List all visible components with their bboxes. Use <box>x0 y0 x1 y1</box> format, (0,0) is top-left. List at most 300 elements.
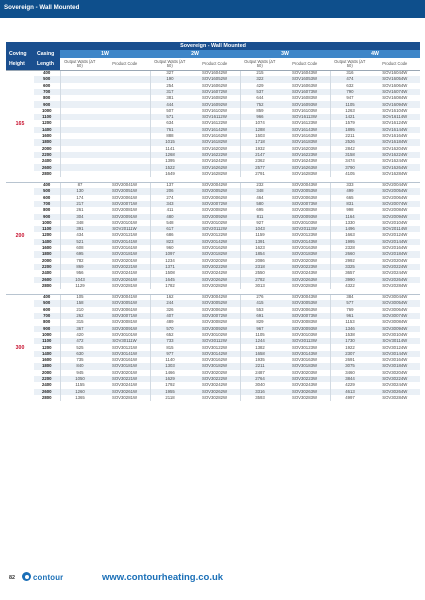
output-watts-cell: 316 <box>330 70 370 76</box>
product-code-cell: SOV20281W <box>111 282 138 288</box>
output-watts-cell: 384 <box>330 294 370 300</box>
product-code-cell: SOV20042W <box>190 182 241 188</box>
output-watts-cell: 1015 <box>150 139 190 145</box>
output-watts-cell: 695 <box>240 207 280 213</box>
length-value: 1200 <box>34 232 60 238</box>
output-watts-cell: 215 <box>240 70 280 76</box>
product-code-cell: SOV20111W <box>100 226 151 232</box>
page-header-bar <box>0 0 425 18</box>
product-code-cell: SOV30184W <box>370 363 421 369</box>
product-code-cell: SOV20283W <box>291 282 318 288</box>
output-watts-cell: 1522 <box>150 164 190 170</box>
product-code-cell: SOV20071W <box>100 201 151 207</box>
output-watts-cell: 206 <box>150 188 190 194</box>
product-code-cell: SOV30044W <box>370 294 421 300</box>
length-value: 2600 <box>34 277 60 283</box>
product-code-cell: SOV30203W <box>291 369 318 375</box>
output-watts-cell: 262 <box>60 313 100 319</box>
output-watts-cell: 1330 <box>330 220 370 226</box>
output-watts-cell: 105 <box>60 294 100 300</box>
product-code-cell: SOV20094W <box>370 214 421 220</box>
output-watts-cell: 977 <box>150 351 190 357</box>
output-watts-cell: 1854 <box>240 251 280 257</box>
output-watts-cell: 967 <box>240 326 280 332</box>
output-watts-cell: 1792 <box>150 382 190 388</box>
product-code-cell: SOV16063W <box>291 82 318 88</box>
output-watts-cell: 1141 <box>150 146 190 152</box>
output-watts-cell: 367 <box>60 326 100 332</box>
output-watts-cell: 2318 <box>240 264 280 270</box>
output-watts-cell: 3474 <box>330 158 370 164</box>
output-watts-cell: 415 <box>240 300 280 306</box>
output-watts-cell: 2782 <box>240 277 280 283</box>
length-value: 800 <box>34 95 60 101</box>
product-code-cell: SOV30071W <box>100 313 151 319</box>
product-code-cell: SOV20081W <box>111 207 138 213</box>
output-watts-cell: 2211 <box>240 363 280 369</box>
output-watts-cell: 1263 <box>330 108 370 114</box>
output-watts-cell: 577 <box>330 300 370 306</box>
product-code-cell: SOV20083W <box>291 207 318 213</box>
output-watts-cell: 261 <box>60 207 100 213</box>
output-watts-cell: 444 <box>150 101 190 107</box>
product-code-cell: SOV30241W <box>111 382 138 388</box>
length-value: 900 <box>34 101 60 107</box>
product-code-cell: SOV20182W <box>190 251 241 257</box>
output-watts-cell: 630 <box>60 351 100 357</box>
output-watts-cell: 3013 <box>240 283 280 289</box>
output-watts-cell: 4613 <box>330 389 370 395</box>
product-code-cell: SOV30281W <box>111 394 138 400</box>
product-code-cell: SOV30242W <box>201 382 228 388</box>
output-watts-cell: 782 <box>60 258 100 264</box>
output-watts-cell: 244 <box>150 300 190 306</box>
output-watts-cell: 1955 <box>150 389 190 395</box>
series-header-3w: 3W <box>240 50 330 58</box>
product-code-cell: SOV20141W <box>100 239 151 245</box>
product-code-cell: SOV30041W <box>100 294 151 300</box>
output-watts-cell: 1346 <box>330 326 370 332</box>
output-watts-cell: 521 <box>60 239 100 245</box>
product-code-cell: SOV30054W <box>370 300 421 306</box>
product-code-cell: SOV20224W <box>370 264 421 270</box>
output-watts-cell: 304 <box>60 214 100 220</box>
product-code-cell: SOV16083W <box>291 95 318 101</box>
length-value: 700 <box>34 89 60 95</box>
output-watts-cell: 840 <box>60 363 100 369</box>
length-value: 2600 <box>34 389 60 395</box>
product-code-cell: SOV16123W <box>291 120 318 126</box>
product-code-cell: SOV20181W <box>100 251 151 257</box>
output-watts-cell: 407 <box>150 313 190 319</box>
output-watts-cell: 735 <box>60 357 100 363</box>
product-code-cell: SOV30062W <box>201 306 228 312</box>
output-watts-cell: 420 <box>60 332 100 338</box>
output-watts-cell: 1140 <box>150 357 190 363</box>
product-code-cell: SOV16163W <box>291 133 318 139</box>
output-watts-cell: 1260 <box>60 389 100 395</box>
length-value: 2400 <box>34 158 60 164</box>
product-code-cell: SOV20062W <box>201 194 228 200</box>
output-watts-cell: 3593 <box>240 395 280 401</box>
product-code-cell: SOV30113W <box>280 338 331 344</box>
length-value: 1400 <box>34 239 60 245</box>
output-watts-cell: 1645 <box>150 277 190 283</box>
length-value: 1100 <box>34 338 60 344</box>
output-watts-cell: 1244 <box>240 338 280 344</box>
output-header: Output Watts (∆T 50) <box>150 58 190 70</box>
product-code-cell: SOV16223W <box>280 152 331 158</box>
output-watts-cell: 507 <box>150 108 190 114</box>
output-watts-cell: 1649 <box>150 171 190 177</box>
length-value: 1200 <box>34 344 60 350</box>
product-code-cell: SOV30282W <box>201 394 228 400</box>
product-code-cell: SOV16164W <box>382 133 408 139</box>
output-watts-cell: 2487 <box>240 370 280 376</box>
length-value: 1100 <box>34 226 60 232</box>
output-watts-cell: 2764 <box>240 376 280 382</box>
output-header: Output Watts (∆T 50) <box>240 58 280 70</box>
product-code-cell: SOV20074W <box>370 201 421 207</box>
code-header: Product Code <box>370 58 421 70</box>
length-value: 900 <box>34 326 60 332</box>
product-code-cell: SOV30181W <box>100 363 151 369</box>
product-code-cell: SOV30043W <box>280 294 331 300</box>
product-code-cell: SOV30052W <box>190 300 241 306</box>
output-watts-cell: 411 <box>150 207 190 213</box>
product-code-cell: SOV30143W <box>280 351 331 357</box>
product-code-cell: SOV16144W <box>370 127 421 133</box>
length-value: 1800 <box>34 363 60 369</box>
product-code-cell: SOV16143W <box>280 127 331 133</box>
output-watts-cell: 829 <box>240 319 280 325</box>
table-row <box>6 395 420 401</box>
product-code-cell: SOV16183W <box>280 139 331 145</box>
output-watts-cell: 158 <box>60 300 100 306</box>
product-code-cell: SOV16182W <box>190 139 241 145</box>
length-value: 1800 <box>34 251 60 257</box>
output-watts-cell: 1935 <box>240 357 280 363</box>
product-code-cell: SOV20282W <box>201 282 228 288</box>
output-watts-cell: 2118 <box>150 395 190 401</box>
output-watts-cell: 1371 <box>150 264 190 270</box>
product-code-cell: SOV16184W <box>370 139 421 145</box>
output-watts-cell: 274 <box>150 195 190 201</box>
product-code-cell: SOV30164W <box>382 357 408 363</box>
output-watts-cell: 276 <box>240 294 280 300</box>
output-watts-cell: 1730 <box>330 338 370 344</box>
length-value: 400 <box>34 294 60 300</box>
output-watts-cell: 1629 <box>150 376 190 382</box>
output-watts-cell: 1050 <box>60 376 100 382</box>
product-code-cell: SOV16114W <box>370 114 421 120</box>
product-code-cell: SOV20121W <box>111 232 138 238</box>
output-watts-cell: 580 <box>240 201 280 207</box>
product-code-cell: SOV16064W <box>382 82 408 88</box>
product-code-cell: SOV16054W <box>370 76 421 82</box>
product-code-cell: SOV20163W <box>291 245 318 251</box>
output-watts-cell: 608 <box>60 245 100 251</box>
code-header: Product Code <box>280 58 331 70</box>
product-code-cell: SOV16104W <box>382 107 408 113</box>
length-value: 1600 <box>34 133 60 139</box>
output-watts-cell: 525 <box>60 344 100 350</box>
product-code-cell: SOV30244W <box>382 382 408 388</box>
length-label: Length <box>34 58 60 70</box>
output-watts-cell: 322 <box>240 76 280 82</box>
product-code-cell: SOV16284W <box>382 170 408 176</box>
product-code-cell: SOV16162W <box>201 133 228 139</box>
output-watts-cell: 752 <box>240 101 280 107</box>
output-watts-cell: 254 <box>150 83 190 89</box>
output-watts-cell: 480 <box>150 214 190 220</box>
product-code-cell: SOV20243W <box>291 270 318 276</box>
output-watts-cell: 3325 <box>330 264 370 270</box>
output-watts-cell: 1995 <box>330 239 370 245</box>
product-code-cell: SOV30063W <box>291 306 318 312</box>
output-watts-cell: 2660 <box>330 251 370 257</box>
output-watts-cell: 1164 <box>330 214 370 220</box>
product-code-cell: SOV30262W <box>190 389 241 395</box>
product-code-cell: SOV30122W <box>201 344 228 350</box>
output-watts-cell: 489 <box>150 319 190 325</box>
output-watts-cell: 1579 <box>330 120 370 126</box>
product-code-cell: SOV16084W <box>382 95 408 101</box>
product-code-cell: SOV16093W <box>280 101 331 107</box>
product-code-cell: SOV20261W <box>100 277 151 283</box>
code-header: Product Code <box>190 58 241 70</box>
output-watts-cell: 998 <box>330 207 370 213</box>
product-code-cell: SOV16102W <box>201 107 228 113</box>
product-code-cell: SOV20164W <box>382 245 408 251</box>
height-label: Height <box>6 58 34 70</box>
output-watts-cell: 2691 <box>330 357 370 363</box>
output-watts-cell: 2842 <box>330 146 370 152</box>
output-watts-cell: 1421 <box>330 114 370 120</box>
product-code-cell: SOV16074W <box>370 89 421 95</box>
length-value: 600 <box>34 195 60 201</box>
output-watts-cell: 769 <box>330 307 370 313</box>
output-watts-cell: 1538 <box>330 332 370 338</box>
product-code-cell: SOV16092W <box>190 101 241 107</box>
product-code-cell: SOV16242W <box>201 158 228 164</box>
product-code-cell: SOV16113W <box>280 114 331 120</box>
product-code-cell: SOV20113W <box>280 226 331 232</box>
product-code-cell: SOV30161W <box>111 357 138 363</box>
product-code-cell: SOV20114W <box>370 226 421 232</box>
product-code-cell: SOV20222W <box>190 264 241 270</box>
output-watts-cell: 3790 <box>330 164 370 170</box>
length-value: 2800 <box>34 283 60 289</box>
output-watts-cell: 1097 <box>150 251 190 257</box>
output-watts-cell: 1043 <box>240 226 280 232</box>
product-code-cell: SOV20044W <box>370 182 421 188</box>
product-code-cell: SOV16243W <box>291 158 318 164</box>
product-code-cell: SOV16282W <box>201 170 228 176</box>
product-code-cell: SOV30112W <box>190 338 241 344</box>
output-watts-cell: 960 <box>150 245 190 251</box>
output-watts-cell: 2577 <box>240 164 280 170</box>
product-code-cell: SOV20064W <box>382 194 408 200</box>
output-watts-cell: 1365 <box>60 395 100 401</box>
product-code-cell: SOV30284W <box>382 394 408 400</box>
output-watts-cell: 1074 <box>240 120 280 126</box>
length-value: 2600 <box>34 164 60 170</box>
product-code-cell: SOV30263W <box>280 389 331 395</box>
length-value: 1400 <box>34 127 60 133</box>
output-watts-cell: 947 <box>330 95 370 101</box>
product-code-cell: SOV20051W <box>100 188 151 194</box>
output-watts-cell: 1268 <box>150 152 190 158</box>
product-code-cell: SOV30081W <box>111 319 138 325</box>
product-code-cell: SOV16244W <box>382 158 408 164</box>
output-watts-cell: 1391 <box>240 239 280 245</box>
code-header: Product Code <box>100 58 151 70</box>
output-watts-cell: 429 <box>240 83 280 89</box>
output-watts-cell: 343 <box>150 201 190 207</box>
product-code-cell: SOV30223W <box>280 376 331 382</box>
length-value: 1800 <box>34 139 60 145</box>
product-code-cell: SOV30221W <box>100 376 151 382</box>
output-watts-cell: 665 <box>330 195 370 201</box>
product-code-cell: SOV30141W <box>100 351 151 357</box>
output-watts-cell: 961 <box>330 313 370 319</box>
output-watts-cell: 3075 <box>330 363 370 369</box>
product-code-cell: SOV30142W <box>190 351 241 357</box>
output-watts-cell: 3040 <box>240 382 280 388</box>
product-code-cell: SOV16262W <box>190 164 241 170</box>
website-link[interactable]: www.contourheating.co.uk <box>102 572 224 583</box>
product-code-cell: SOV20061W <box>111 194 138 200</box>
product-code-cell: SOV30224W <box>370 376 421 382</box>
casing-label: Casing <box>34 50 60 58</box>
product-code-cell: SOV30144W <box>370 351 421 357</box>
product-code-cell: SOV20043W <box>280 182 331 188</box>
length-value: 500 <box>34 188 60 194</box>
output-watts-cell: 130 <box>60 188 100 194</box>
output-watts-cell: 317 <box>150 89 190 95</box>
page-number: 82 <box>9 575 15 581</box>
output-watts-cell: 327 <box>150 70 190 76</box>
product-code-cell: SOV16062W <box>201 82 228 88</box>
series-header-2w: 2W <box>150 50 240 58</box>
table-body <box>6 70 420 401</box>
product-code-cell: SOV16202W <box>201 145 228 151</box>
output-watts-cell: 499 <box>330 188 370 194</box>
output-watts-cell: 537 <box>240 89 280 95</box>
product-code-cell: SOV20202W <box>201 257 228 263</box>
product-code-cell: SOV20082W <box>201 207 228 213</box>
length-value: 700 <box>34 201 60 207</box>
series-header-4w: 4W <box>330 50 420 58</box>
output-watts-cell: 695 <box>60 251 100 257</box>
product-code-cell: SOV20241W <box>111 270 138 276</box>
product-code-cell: SOV16142W <box>190 127 241 133</box>
product-code-cell: SOV20054W <box>370 188 421 194</box>
output-watts-cell: 652 <box>150 332 190 338</box>
length-value: 2400 <box>34 382 60 388</box>
length-value: 2000 <box>34 146 60 152</box>
output-watts-cell: 617 <box>150 226 190 232</box>
output-watts-cell: 823 <box>150 239 190 245</box>
product-code-cell: SOV30202W <box>201 369 228 375</box>
product-code-cell: SOV30061W <box>111 306 138 312</box>
output-watts-cell: 1895 <box>330 127 370 133</box>
output-watts-cell: 315 <box>60 319 100 325</box>
output-watts-cell: 966 <box>240 114 280 120</box>
output-watts-cell: 391 <box>60 226 100 232</box>
product-code-cell: SOV20073W <box>280 201 331 207</box>
output-watts-cell: 3844 <box>330 376 370 382</box>
output-watts-cell: 1508 <box>150 270 190 276</box>
product-code-cell: SOV30073W <box>280 313 331 319</box>
product-code-cell: SOV20244W <box>382 270 408 276</box>
output-watts-cell: 1623 <box>240 245 280 251</box>
product-code-cell: SOV20143W <box>280 239 331 245</box>
output-watts-cell: 137 <box>150 182 190 188</box>
product-code-cell: SOV30053W <box>280 300 331 306</box>
output-watts-cell: 2362 <box>240 158 280 164</box>
length-value: 400 <box>34 182 60 188</box>
output-watts-cell: 1043 <box>60 277 100 283</box>
product-code-cell: SOV20161W <box>111 245 138 251</box>
product-code-cell: SOV16203W <box>291 145 318 151</box>
product-code-cell: SOV30104W <box>382 331 408 337</box>
output-watts-cell: 1105 <box>240 332 280 338</box>
product-code-cell: SOV30123W <box>291 344 318 350</box>
contour-logo-icon <box>22 572 31 581</box>
output-watts-cell: 2086 <box>240 258 280 264</box>
output-watts-cell: 4229 <box>330 382 370 388</box>
output-watts-cell: 1663 <box>330 232 370 238</box>
output-watts-cell: 217 <box>60 201 100 207</box>
product-code-cell: SOV20112W <box>190 226 241 232</box>
page-footer <box>0 566 425 600</box>
length-value: 800 <box>34 207 60 213</box>
product-code-cell: SOV30162W <box>201 357 228 363</box>
output-watts-cell: 2211 <box>330 133 370 139</box>
output-watts-cell: 87 <box>60 182 100 188</box>
product-code-cell: SOV20221W <box>100 264 151 270</box>
product-code-cell: SOV30121W <box>111 344 138 350</box>
product-code-cell: SOV30092W <box>190 326 241 332</box>
length-value: 2200 <box>34 152 60 158</box>
output-watts-cell: 474 <box>330 76 370 82</box>
length-value: 2800 <box>34 171 60 177</box>
product-code-cell: SOV16072W <box>190 89 241 95</box>
product-code-cell: SOV30124W <box>382 344 408 350</box>
output-watts-cell: 1395 <box>150 158 190 164</box>
product-code-cell: SOV16204W <box>382 145 408 151</box>
height-value: 200 <box>6 182 34 289</box>
product-code-cell: SOV16053W <box>280 76 331 82</box>
product-code-cell: SOV20262W <box>190 277 241 283</box>
output-watts-cell: 1466 <box>150 370 190 376</box>
product-code-cell: SOV16264W <box>370 164 421 170</box>
product-code-cell: SOV20084W <box>382 207 408 213</box>
brand-name: contour <box>33 573 64 582</box>
output-watts-cell: 381 <box>150 95 190 101</box>
product-code-cell: SOV30102W <box>201 331 228 337</box>
product-code-cell: SOV30182W <box>190 363 241 369</box>
product-code-cell: SOV16052W <box>190 76 241 82</box>
product-code-cell: SOV20091W <box>100 214 151 220</box>
output-watts-cell: 1922 <box>330 344 370 350</box>
length-value: 2400 <box>34 270 60 276</box>
output-watts-cell: 1496 <box>330 226 370 232</box>
product-code-cell: SOV20184W <box>370 251 421 257</box>
length-value: 600 <box>34 83 60 89</box>
